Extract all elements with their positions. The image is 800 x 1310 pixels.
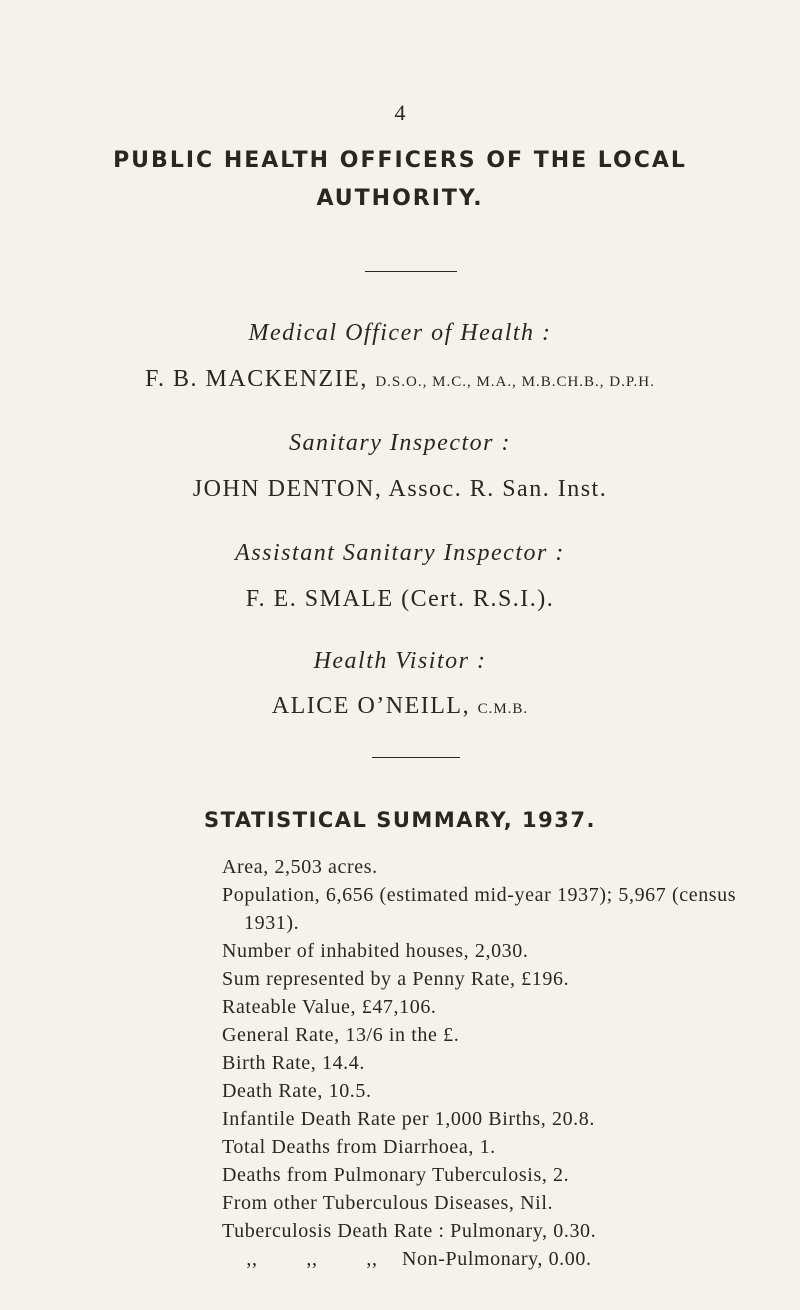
stat-tb-death-rate-pulmonary: Tuberculosis Death Rate : Pulmonary, 0.30. bbox=[222, 1220, 597, 1242]
officer-name-medical bbox=[0, 366, 800, 393]
officer-qualifications: C.M.B. bbox=[477, 701, 529, 717]
officer-name-sanitary: JOHN DENTON, Assoc. R. San. Inst. bbox=[192, 476, 608, 502]
stat-houses: Number of inhabited houses, 2,030. bbox=[222, 940, 529, 962]
officers-heading-line2: AUTHORITY. bbox=[316, 186, 484, 211]
officer-qualifications: D.S.O., M.C., M.A., M.B.CH.B., D.P.H. bbox=[375, 374, 655, 390]
officers-heading-line1: PUBLIC HEALTH OFFICERS OF THE LOCAL bbox=[113, 148, 687, 173]
stat-tb-death-rate-non-pulmonary bbox=[222, 1248, 592, 1271]
stat-other-tb: From other Tuberculous Diseases, Nil. bbox=[222, 1192, 554, 1214]
stat-rateable-value: Rateable Value, £47,106. bbox=[222, 996, 437, 1018]
officer-name-text: F. B. MACKENZIE, bbox=[145, 366, 368, 392]
officer-title-medical: Medical Officer of Health : bbox=[248, 320, 552, 346]
officer-name-health-visitor bbox=[0, 693, 800, 720]
stat-penny-rate: Sum represented by a Penny Rate, £196. bbox=[222, 968, 570, 990]
ditto-mark: ,, bbox=[306, 1248, 318, 1270]
officer-title-sanitary: Sanitary Inspector : bbox=[289, 430, 511, 456]
officer-title-health-visitor: Health Visitor : bbox=[313, 648, 487, 674]
page-number: 4 bbox=[394, 100, 406, 125]
stat-general-rate: General Rate, 13/6 in the £. bbox=[222, 1024, 460, 1046]
ditto-mark: ,, bbox=[366, 1248, 378, 1270]
ditto-mark: ,, bbox=[246, 1248, 258, 1270]
stat-birth-rate: Birth Rate, 14.4. bbox=[222, 1052, 365, 1074]
stat-diarrhoea-deaths: Total Deaths from Diarrhoea, 1. bbox=[222, 1136, 496, 1158]
officer-title-assistant: Assistant Sanitary Inspector : bbox=[235, 540, 565, 566]
divider-rule bbox=[365, 271, 457, 272]
officer-name-assistant: F. E. SMALE (Cert. R.S.I.). bbox=[245, 586, 555, 612]
stat-area: Area, 2,503 acres. bbox=[222, 856, 378, 878]
non-pulmonary-text: Non-Pulmonary, 0.00. bbox=[402, 1248, 592, 1270]
divider-rule bbox=[372, 757, 460, 758]
statistical-summary-heading: STATISTICAL SUMMARY, 1937. bbox=[204, 808, 596, 832]
stat-death-rate: Death Rate, 10.5. bbox=[222, 1080, 372, 1102]
stat-infantile-death-rate: Infantile Death Rate per 1,000 Births, 20.8. bbox=[222, 1108, 595, 1130]
stat-population-cont: 1931). bbox=[244, 912, 300, 934]
stat-pulmonary-tb-deaths: Deaths from Pulmonary Tuberculosis, 2. bbox=[222, 1164, 570, 1186]
officer-name-text: ALICE O’NEILL, bbox=[271, 693, 471, 719]
stat-population: Population, 6,656 (estimated mid-year 1937); 5,967 (census bbox=[222, 884, 737, 906]
